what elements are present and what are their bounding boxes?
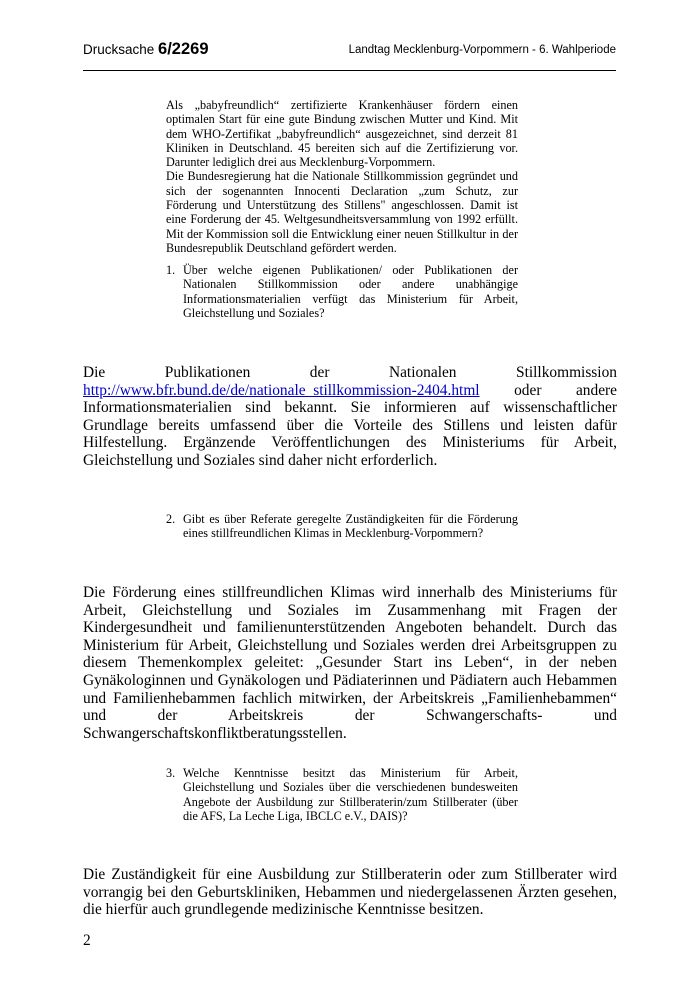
answer-2-text: Die Förderung eines stillfreundlichen Klimas wird innerhalb des Ministeriums für Arbeit, Gleichstellung und Soziales im Zusammenhang mit Fragen der Kindergesundheit und familienunterstützenden Angeboten behandelt. Durch das Ministerium für Arbeit, Gleichstellung und Soziales werden drei Arbeitsgruppen zu diesem Themenkomplex geleitet: „Gesunder Start ins Leben“, in der neben Gynäkologinnen und Gynäkologen und Pädiaterinnen und Pädiatern auch Hebammen und Familienhebammen fachlich mitwirken, der Arbeitskreis „Familienhebammen“ und der Arbeitskreis der Schwangerschafts- und Schwangerschaftskonfliktberatungsstellen.: [83, 584, 617, 742]
word: der: [309, 364, 330, 381]
question-2: [166, 512, 518, 541]
question-number: 3.: [166, 766, 176, 780]
word: andere: [575, 381, 617, 399]
answer-2: [83, 584, 617, 742]
answer-1: [83, 364, 617, 470]
word: oder: [514, 381, 542, 399]
drucksache-number: 6/2269: [158, 40, 209, 58]
stillkommission-link[interactable]: http://www.bfr.bund.de/de/nationale_stillkommission-2404.html: [83, 381, 480, 399]
word: Stillkommission: [516, 364, 617, 381]
word: Die: [83, 364, 106, 381]
answer-1-rest: Informationsmaterialien sind bekannt. Sie informieren auf wissenschaftlicher Grundlage bereits umfassend über die Vorteile des Stillens und leisten dafür Hilfestellung. Ergänzende Veröffentlichungen des Ministeriums für Arbeit, Gleichstellung und Soziales sind daher nicht erforderlich.: [83, 399, 617, 469]
intro-paragraph-1: Als „babyfreundlich“ zertifizierte Krankenhäuser fördern einen optimalen Start für eine gute Bindung zwischen Mutter und Kind. Mit dem WHO-Zertifikat „babyfreundlich“ ausgezeichnet, sind derzeit 81 Kliniken in Deutschland. 45 bereiten sich auf die Zertifizierung vor. Darunter lediglich drei aus Mecklenburg-Vorpommern.: [166, 98, 518, 170]
page-number: 2: [83, 932, 91, 949]
answer-1-line-2: [83, 382, 617, 400]
question-number: 1.: [166, 263, 176, 277]
word: Publikationen: [164, 364, 251, 381]
drucksache-prefix: Drucksache: [83, 42, 155, 57]
intro-block: [166, 98, 518, 255]
answer-3-text: Die Zuständigkeit für eine Ausbildung zur Stillberaterin oder zum Stillberater wird vorrangig bei den Geburtskliniken, Hebammen und niedergelassenen Ärzten gesehen, die hierfür auch grundlegende medizinische Kenntnisse besitzen.: [83, 866, 617, 919]
question-3: [166, 766, 518, 823]
question-text: Gibt es über Referate geregelte Zuständigkeiten für die Förderung eines stillfreundlichen Klimas in Mecklenburg-Vorpommern?: [183, 512, 518, 541]
drucksache-label: [83, 40, 209, 59]
header-divider: [83, 70, 616, 71]
parliament-header: Landtag Mecklenburg-Vorpommern - 6. Wahlperiode: [348, 44, 616, 56]
question-number: 2.: [166, 512, 176, 526]
answer-1-line-1: [83, 364, 617, 382]
question-text: Welche Kenntnisse besitzt das Ministerium für Arbeit, Gleichstellung und Soziales über die verschiedenen bundesweiten Angebote der Ausbildung zur Stillberaterin/zum Stillberater (über die AFS, La Leche Liga, IBCLC e.V., DAIS)?: [183, 766, 518, 823]
answer-3: [83, 866, 617, 919]
question-1: [166, 263, 518, 320]
intro-paragraph-2: Die Bundesregierung hat die Nationale Stillkommission gegründet und sich der sogenannten Innocenti Declaration „zum Schutz, zur Förderung und Unterstützung des Stillens" angeschlossen. Damit ist eine Forderung der 45. Weltgesundheitsversammlung von 1992 erfüllt. Mit der Kommission soll die Entwicklung einer neuen Stillkultur in der Bundesrepublik Deutschland gefördert werden.: [166, 169, 518, 255]
word: Nationalen: [388, 364, 457, 381]
question-text: Über welche eigenen Publikationen/ oder Publikationen der Nationalen Stillkommission oder andere unabhängige Informationsmaterialien verfügt das Ministerium für Arbeit, Gleichstellung und Soziales?: [183, 263, 518, 320]
